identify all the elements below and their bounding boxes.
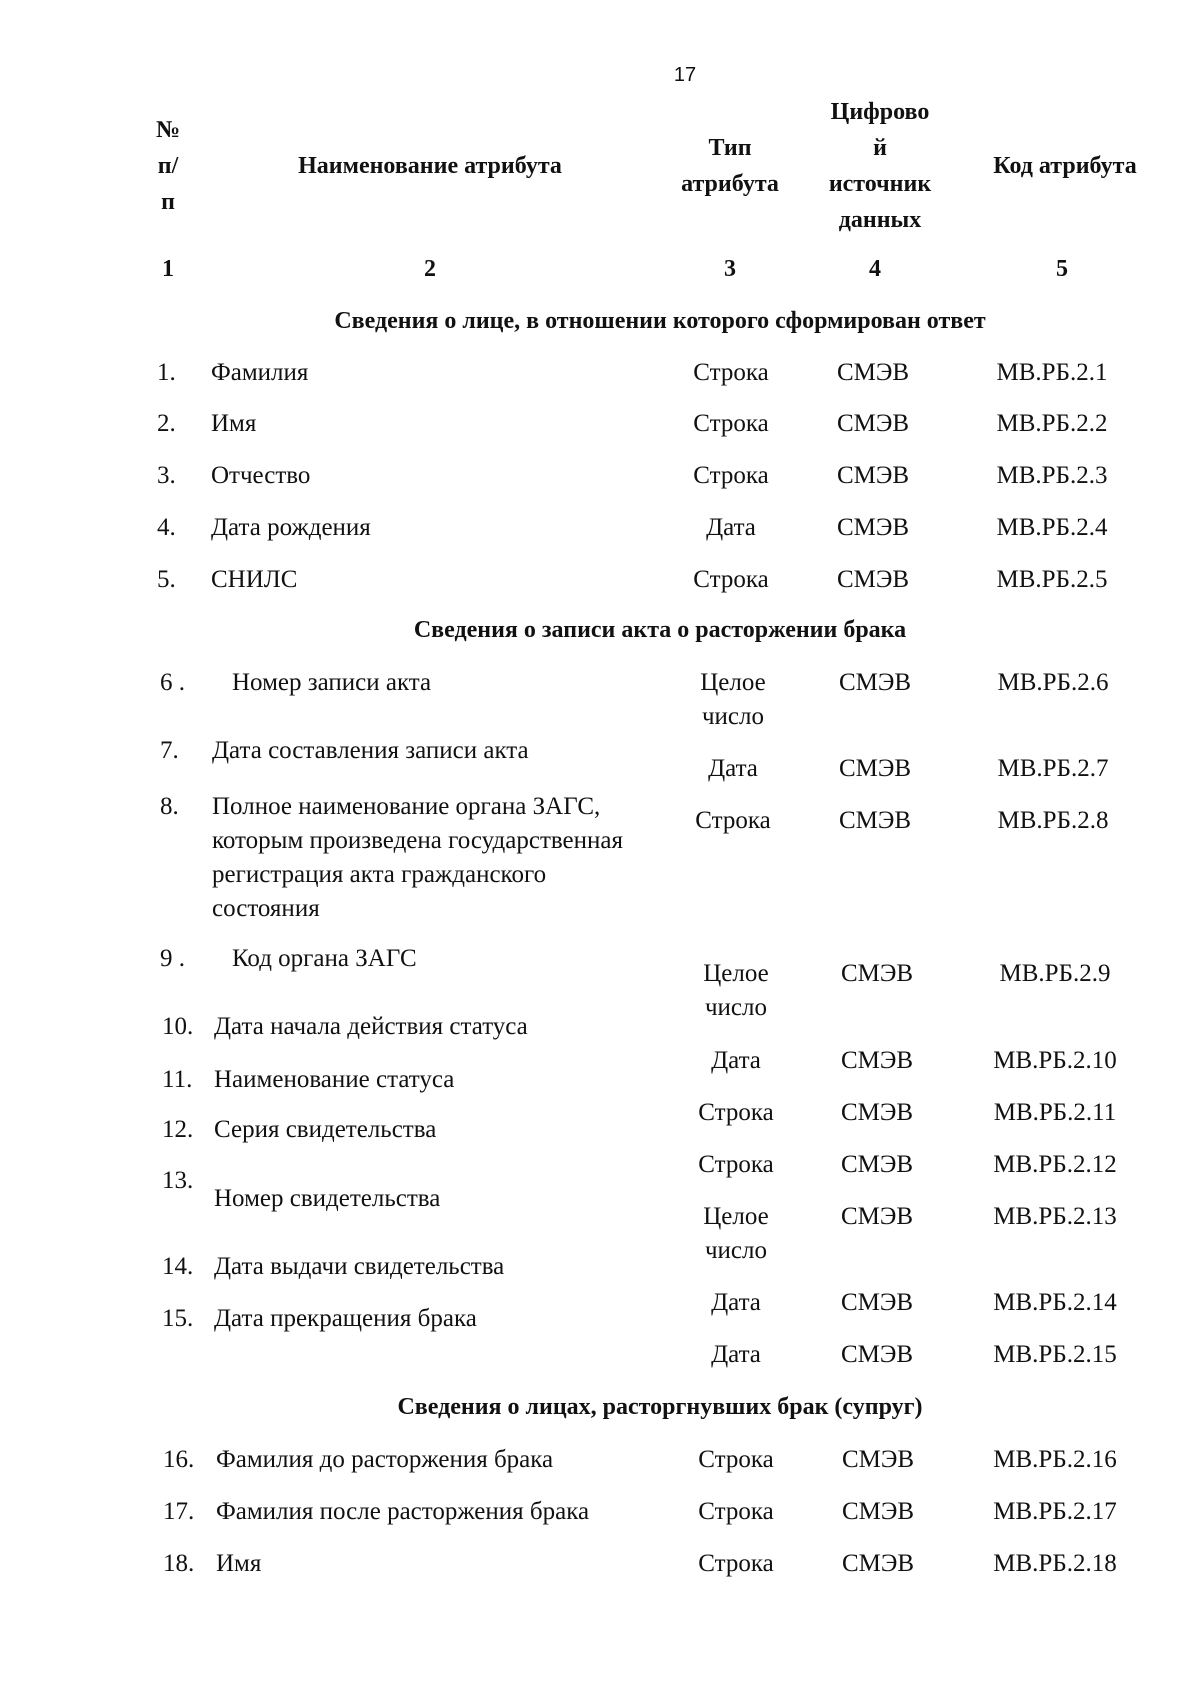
attribute-type: Строка <box>693 462 769 489</box>
attribute-code: МВ.РБ.2.16 <box>993 1446 1117 1473</box>
row-number: 15. <box>162 1305 194 1332</box>
column-number: 4 <box>869 256 881 282</box>
attribute-source: СМЭВ <box>840 960 914 987</box>
column-number: 5 <box>1056 256 1068 282</box>
attribute-source: СМЭВ <box>840 1099 914 1126</box>
attribute-code: МВ.РБ.2.6 <box>997 669 1109 696</box>
header-type-line: атрибута <box>681 171 779 197</box>
attribute-code: МВ.РБ.2.8 <box>997 807 1109 834</box>
attribute-type: Дата <box>711 1289 761 1316</box>
attribute-type: Строка <box>695 807 771 834</box>
row-number: 8. <box>160 793 179 820</box>
attribute-source: СМЭВ <box>840 1047 914 1074</box>
row-number: 16. <box>163 1446 195 1473</box>
attribute-type: Строка <box>698 1498 774 1525</box>
attribute-name: Фамилия до расторжения брака <box>216 1446 554 1473</box>
attribute-name: Имя <box>211 410 257 437</box>
header-source-line: Цифрово <box>830 99 930 125</box>
attribute-name: Дата составления записи акта <box>212 737 529 764</box>
attribute-type: Строка <box>698 1151 774 1178</box>
attribute-type: Дата <box>708 755 758 782</box>
attribute-type: Строка <box>698 1099 774 1126</box>
row-number: 18. <box>163 1550 195 1577</box>
attribute-code: МВ.РБ.2.2 <box>996 410 1108 437</box>
attribute-name: СНИЛС <box>211 566 298 593</box>
attribute-source: СМЭВ <box>840 1203 914 1230</box>
attribute-code: МВ.РБ.2.1 <box>996 359 1108 386</box>
attribute-type: Дата <box>706 514 756 541</box>
attribute-type: Целое число <box>703 1203 769 1264</box>
header-type <box>660 130 800 202</box>
attribute-type: Строка <box>693 566 769 593</box>
header-type-line: Тип <box>708 135 752 161</box>
attribute-source: СМЭВ <box>840 1289 914 1316</box>
attribute-type: Строка <box>698 1550 774 1577</box>
row-number: 13. <box>162 1167 194 1194</box>
row-number: 6 . <box>160 669 185 696</box>
attribute-source: СМЭВ <box>838 669 912 696</box>
attribute-source: СМЭВ <box>836 514 910 541</box>
attribute-source: СМЭВ <box>840 1151 914 1178</box>
attribute-source: СМЭВ <box>836 410 910 437</box>
attribute-name: Дата прекращения брака <box>214 1305 477 1332</box>
attribute-name: Полное наименование органа ЗАГС, которым произведена государственная регистрация акта гражданского состояния <box>212 793 623 922</box>
attribute-source: СМЭВ <box>840 1341 914 1368</box>
attribute-type: Строка <box>698 1446 774 1473</box>
attribute-name: Дата рождения <box>211 514 371 541</box>
column-number: 2 <box>424 256 436 282</box>
attribute-code: МВ.РБ.2.11 <box>993 1099 1117 1126</box>
attribute-name: Номер свидетельства <box>214 1185 441 1212</box>
attribute-source: СМЭВ <box>838 755 912 782</box>
attribute-source: СМЭВ <box>838 807 912 834</box>
attribute-name: Код органа ЗАГС <box>232 945 417 972</box>
header-num-line: № <box>155 117 181 143</box>
attribute-source: СМЭВ <box>841 1446 915 1473</box>
attribute-code: МВ.РБ.2.3 <box>996 462 1108 489</box>
section-title: Сведения о лицах, расторгнувших брак (супруг) <box>397 1394 923 1420</box>
row-number: 10. <box>162 1013 194 1040</box>
attribute-name: Имя <box>216 1550 262 1577</box>
row-number: 5. <box>157 566 176 593</box>
row-number: 1. <box>157 359 176 386</box>
attribute-code: МВ.РБ.2.7 <box>997 755 1109 782</box>
row-number: 3. <box>157 462 176 489</box>
attribute-type: Целое число <box>703 960 769 1021</box>
row-number: 7. <box>160 737 179 764</box>
attribute-name: Номер записи акта <box>232 669 432 696</box>
header-source-line: й <box>873 135 887 161</box>
attribute-code: МВ.РБ.2.4 <box>996 514 1108 541</box>
row-number: 9 . <box>160 945 185 972</box>
attribute-code: МВ.РБ.2.10 <box>993 1047 1117 1074</box>
row-number: 12. <box>162 1116 194 1143</box>
attribute-name: Дата выдачи свидетельства <box>214 1253 505 1280</box>
attribute-code: МВ.РБ.2.9 <box>999 960 1111 987</box>
attribute-type: Целое число <box>700 669 766 730</box>
page-number: 17 <box>673 64 697 86</box>
attribute-source: СМЭВ <box>841 1550 915 1577</box>
attribute-code: МВ.РБ.2.5 <box>996 566 1108 593</box>
header-source-line: данных <box>838 207 922 233</box>
attribute-source: СМЭВ <box>841 1498 915 1525</box>
row-number: 17. <box>163 1498 195 1525</box>
header-source <box>805 94 955 238</box>
attribute-name: Фамилия <box>211 359 309 386</box>
attribute-source: СМЭВ <box>836 566 910 593</box>
attribute-code: МВ.РБ.2.12 <box>993 1151 1117 1178</box>
attribute-source: СМЭВ <box>836 359 910 386</box>
attribute-name: Дата начала действия статуса <box>214 1013 528 1040</box>
attribute-code: МВ.РБ.2.14 <box>993 1289 1117 1316</box>
row-number: 4. <box>157 514 176 541</box>
header-num <box>138 112 198 220</box>
attribute-type: Дата <box>711 1341 761 1368</box>
row-number: 14. <box>162 1253 194 1280</box>
attribute-name: Серия свидетельства <box>214 1116 437 1143</box>
attribute-source: СМЭВ <box>836 462 910 489</box>
header-num-line: п <box>161 189 175 215</box>
attribute-type: Строка <box>693 410 769 437</box>
attribute-code: МВ.РБ.2.15 <box>993 1341 1117 1368</box>
attribute-name: Фамилия после расторжения брака <box>216 1498 590 1525</box>
attribute-code: МВ.РБ.2.18 <box>993 1550 1117 1577</box>
attribute-code: МВ.РБ.2.17 <box>993 1498 1117 1525</box>
header-name: Наименование атрибута <box>298 153 562 179</box>
attribute-type: Строка <box>693 359 769 386</box>
row-number: 2. <box>157 410 176 437</box>
attribute-name: Наименование статуса <box>214 1066 455 1093</box>
attribute-code: МВ.РБ.2.13 <box>993 1203 1117 1230</box>
column-number: 1 <box>162 256 174 282</box>
header-num-line: п/ <box>157 153 179 179</box>
header-source-line: источник <box>828 171 932 197</box>
attribute-type: Дата <box>711 1047 761 1074</box>
column-number: 3 <box>724 256 736 282</box>
attribute-name: Отчество <box>211 462 311 489</box>
section-title: Сведения о записи акта о расторжении брака <box>413 617 907 643</box>
row-number: 11. <box>162 1066 193 1093</box>
header-code: Код атрибута <box>993 153 1137 179</box>
section-title: Сведения о лице, в отношении которого сформирован ответ <box>334 308 986 334</box>
